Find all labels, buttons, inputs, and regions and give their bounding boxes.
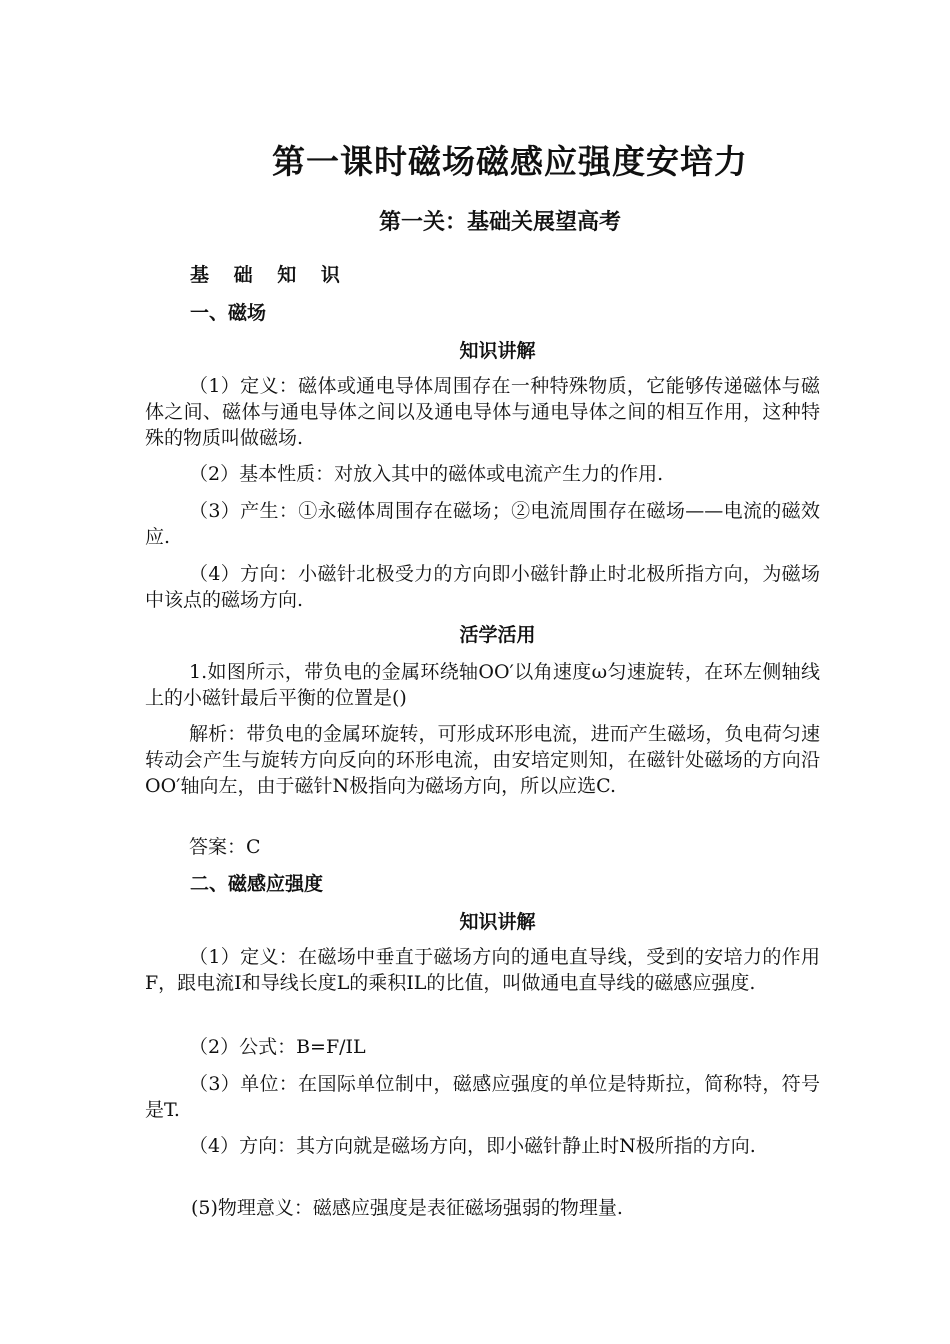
section2-direction: （4）方向：其方向就是磁场方向，即小磁针静止时N极所指的方向. xyxy=(189,1135,756,1157)
section2-unit: （3）单位：在国际单位制中，磁感应强度的单位是特斯拉，简称特，符号是T. xyxy=(145,1073,820,1121)
section1-definition: （1）定义：磁体或通电导体周围存在一种特殊物质，它能够传递磁体与磁体之间、磁体与通电导体之间以及通电导体与通电导体之间的相互作用，这种特殊的物质叫做磁场. xyxy=(145,375,820,449)
question-1: 1.如图所示，带负电的金属环绕轴OO′以角速度ω匀速旋转，在环左侧轴线上的小磁针最后平衡的位置是() xyxy=(145,661,820,709)
section1-direction: （4）方向：小磁针北极受力的方向即小磁针静止时北极所指方向，为磁场中该点的磁场方向. xyxy=(145,563,820,611)
page-title: 第一课时磁场磁感应强度安培力 xyxy=(272,142,748,181)
question-1-answer: 答案：C xyxy=(189,836,261,858)
section2-physical-meaning: (5)物理意义：磁感应强度是表征磁场强弱的物理量. xyxy=(191,1197,623,1219)
page-subtitle: 第一关：基础关展望高考 xyxy=(378,210,621,235)
section2-heading: 二、磁感应强度 xyxy=(190,873,324,895)
question-1-analysis: 解析：带负电的金属环旋转，可形成环形电流，进而产生磁场，负电荷匀速转动会产生与旋转方向反向的环形电流，由安培定则知，在磁针处磁场的方向沿OO′轴向左，由于磁针N极指向为磁场方向，所以应选C. xyxy=(145,723,820,797)
section1-knowledge-heading: 知识讲解 xyxy=(459,340,536,362)
section2-knowledge-heading: 知识讲解 xyxy=(459,911,536,933)
section2-formula: （2）公式：B=F/IL xyxy=(189,1036,366,1058)
section2-definition: （1）定义：在磁场中垂直于磁场方向的通电直导线，受到的安培力的作用F，跟电流I和导线长度L的乘积IL的比值，叫做通电直导线的磁感应强度. xyxy=(145,946,820,994)
basics-heading: 基 础 知 识 xyxy=(190,264,349,286)
section1-origin: （3）产生：①永磁体周围存在磁场；②电流周围存在磁场——电流的磁效应. xyxy=(145,500,820,548)
section1-practice-heading: 活学活用 xyxy=(459,624,536,646)
section1-property: （2）基本性质：对放入其中的磁体或电流产生力的作用. xyxy=(189,463,664,485)
section1-heading: 一、磁场 xyxy=(190,302,267,324)
